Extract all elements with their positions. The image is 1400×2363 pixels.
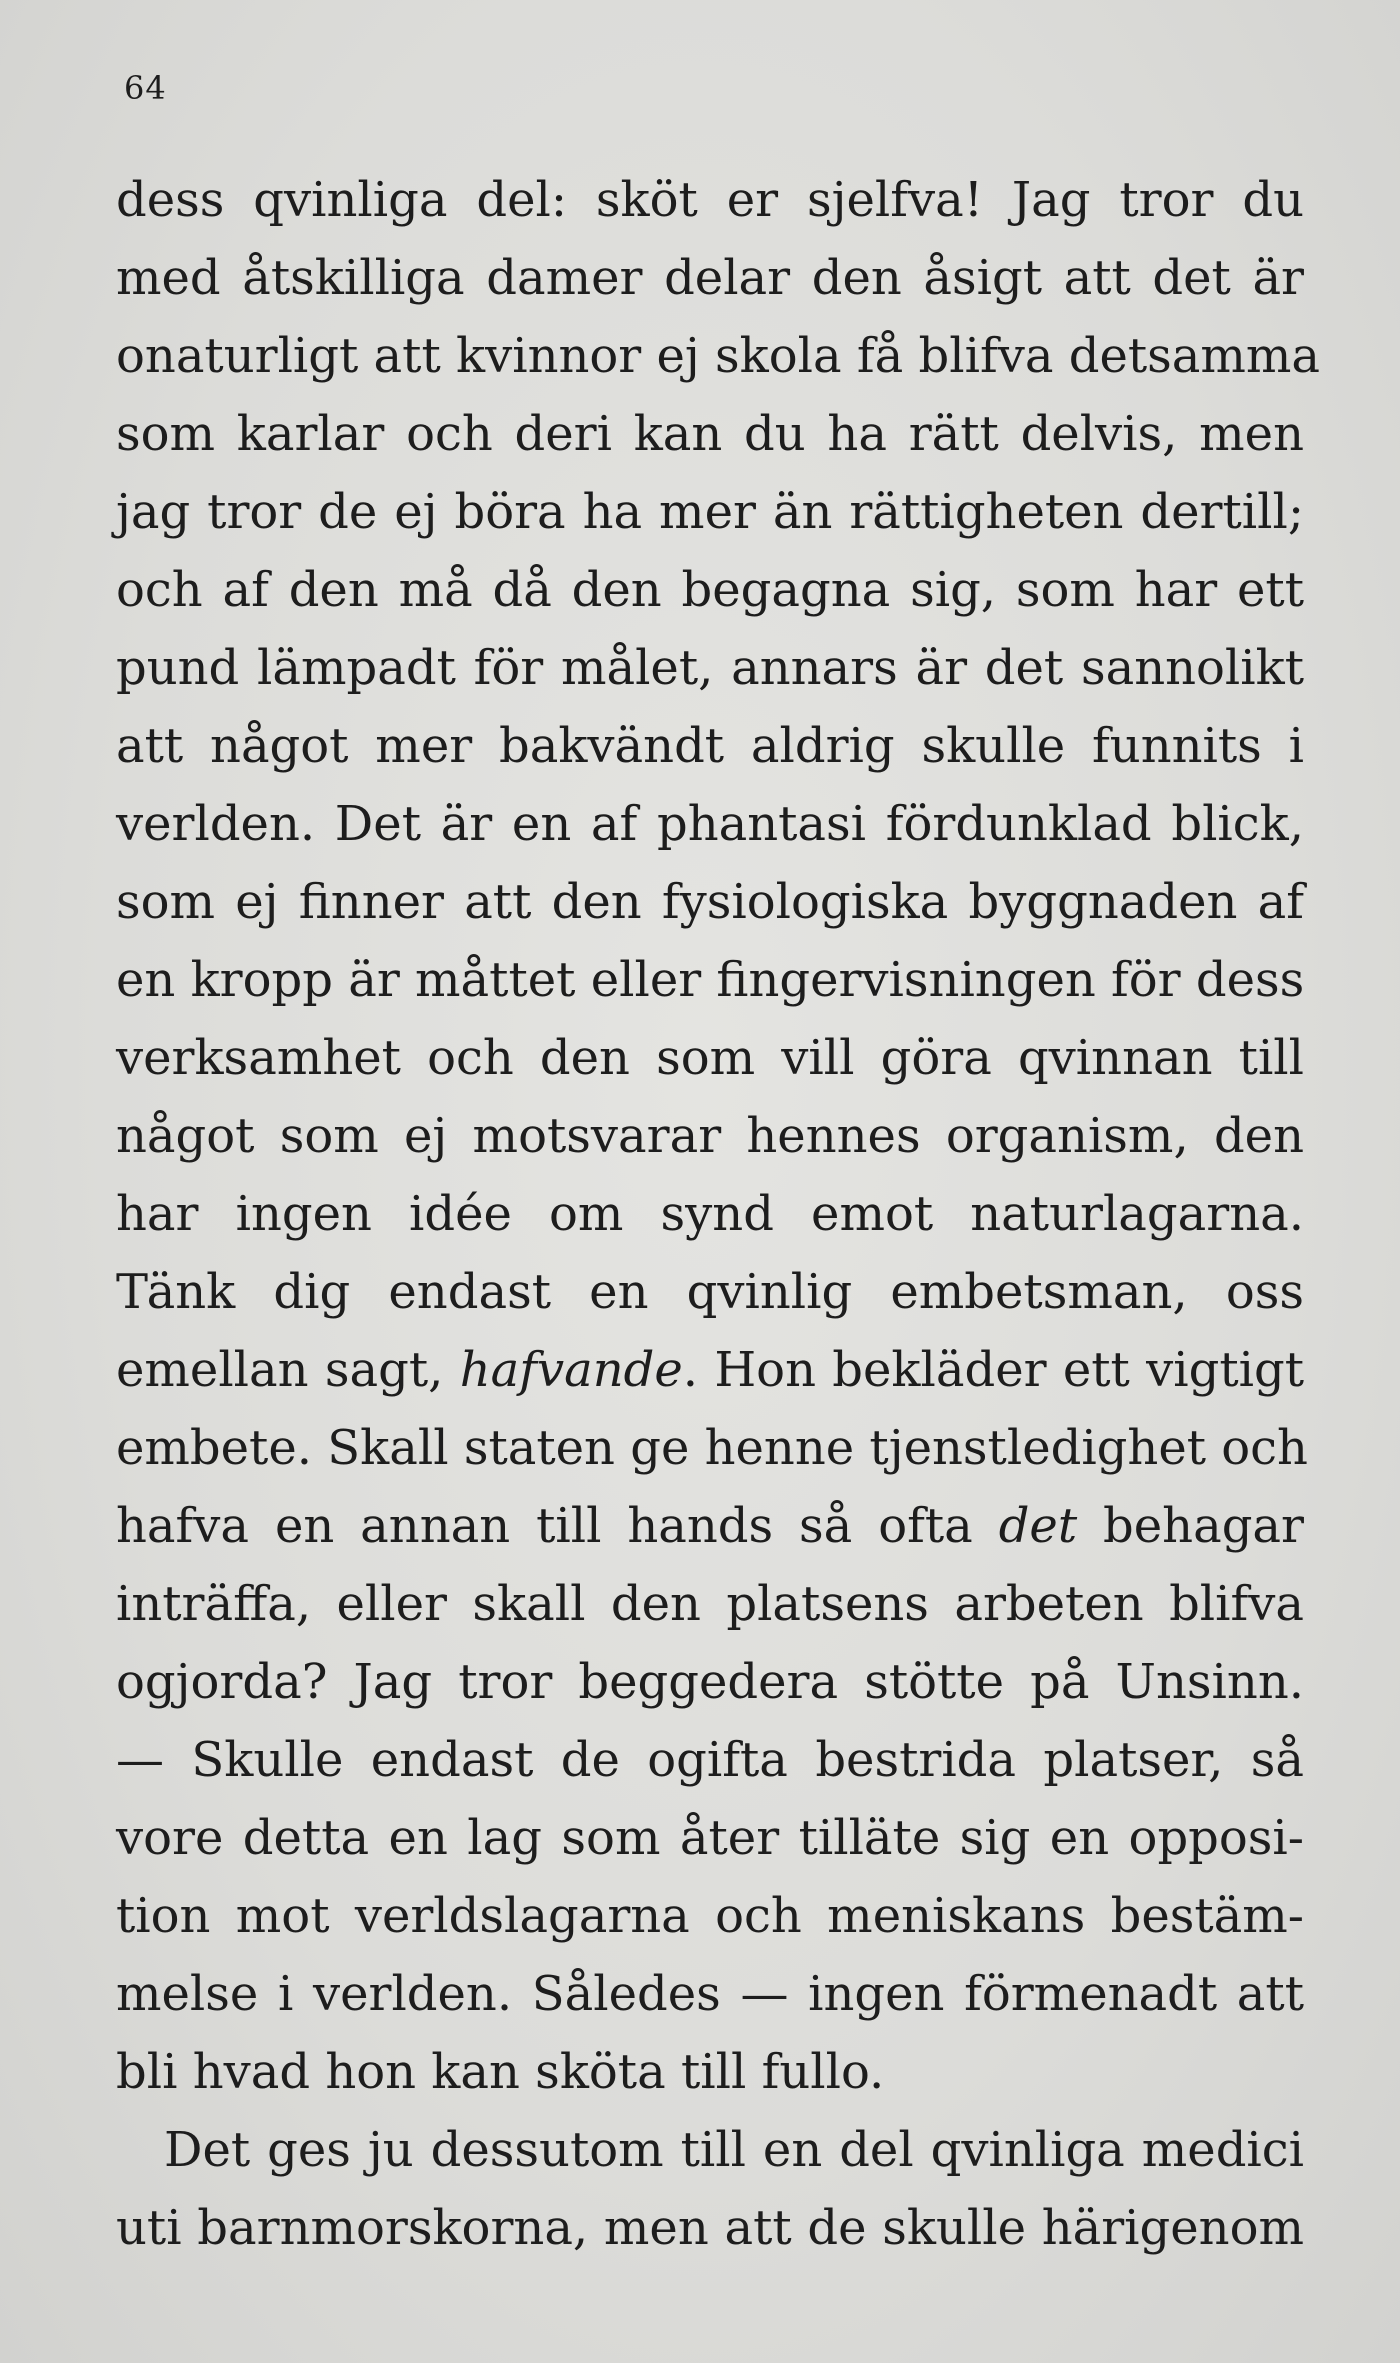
text-line: dess qvinliga del: sköt er sjelfva! Jag tror du [116, 172, 1304, 228]
text-line: inträffa, eller skall den platsens arbeten blifva [116, 1576, 1304, 1632]
text-line: en kropp är måttet eller fingervisningen för dess [116, 952, 1305, 1008]
text-line: jag tror de ej böra ha mer än rättigheten dertill; [116, 484, 1304, 540]
text-line: onaturligt att kvinnor ej skola få blifva detsamma [116, 328, 1321, 384]
text-line: Tänk dig endast en qvinlig embetsman, oss [116, 1264, 1304, 1320]
body-text [116, 168, 1321, 2274]
text-line: verksamhet och den som vill göra qvinnan till [116, 1030, 1304, 1086]
text-line: ogjorda? Jag tror beggedera stötte på Unsinn. [116, 1654, 1304, 1710]
page-number: 64 [124, 69, 167, 107]
text-line: har ingen idée om synd emot naturlagarna. [116, 1186, 1304, 1242]
text-line: bli hvad hon kan sköta till fullo. [116, 2044, 885, 2100]
text-line: som ej finner att den fysiologiska byggnaden af [116, 874, 1304, 930]
text-line: verlden. Det är en af phantasi fördunklad blick, [116, 796, 1304, 852]
text-line: att något mer bakvändt aldrig skulle funnits i [116, 718, 1304, 774]
text-line: något som ej motsvarar hennes organism, den [116, 1108, 1304, 1164]
text-line: — Skulle endast de ogifta bestrida platser, så [116, 1732, 1304, 1788]
text-line: vore detta en lag som åter tilläte sig en opposi- [116, 1810, 1304, 1866]
text-line: emellan sagt, hafvande. Hon bekläder ett vigtigt [116, 1342, 1304, 1398]
italic-word: hafvande [459, 1342, 683, 1398]
text-line: som karlar och deri kan du ha rätt delvis, men [116, 406, 1304, 462]
text-line: tion mot verldslagarna och meniskans bestäm- [116, 1888, 1304, 1944]
italic-word: det [998, 1498, 1078, 1554]
text-line: med åtskilliga damer delar den åsigt att det är [116, 250, 1304, 306]
text-line: melse i verlden. Således — ingen förmenadt att [116, 1966, 1304, 2022]
text-line: och af den må då den begagna sig, som har ett [116, 562, 1304, 618]
text-line: hafva en annan till hands så ofta det behagar [116, 1498, 1304, 1554]
text-line: pund lämpadt för målet, annars är det sannolikt [116, 640, 1304, 696]
text-line: uti barnmorskorna, men att de skulle härigenom [116, 2200, 1304, 2256]
text-line: Det ges ju dessutom till en del qvinliga medici [164, 2122, 1304, 2178]
text-line: embete. Skall staten ge henne tjenstledighet och [116, 1420, 1308, 1476]
